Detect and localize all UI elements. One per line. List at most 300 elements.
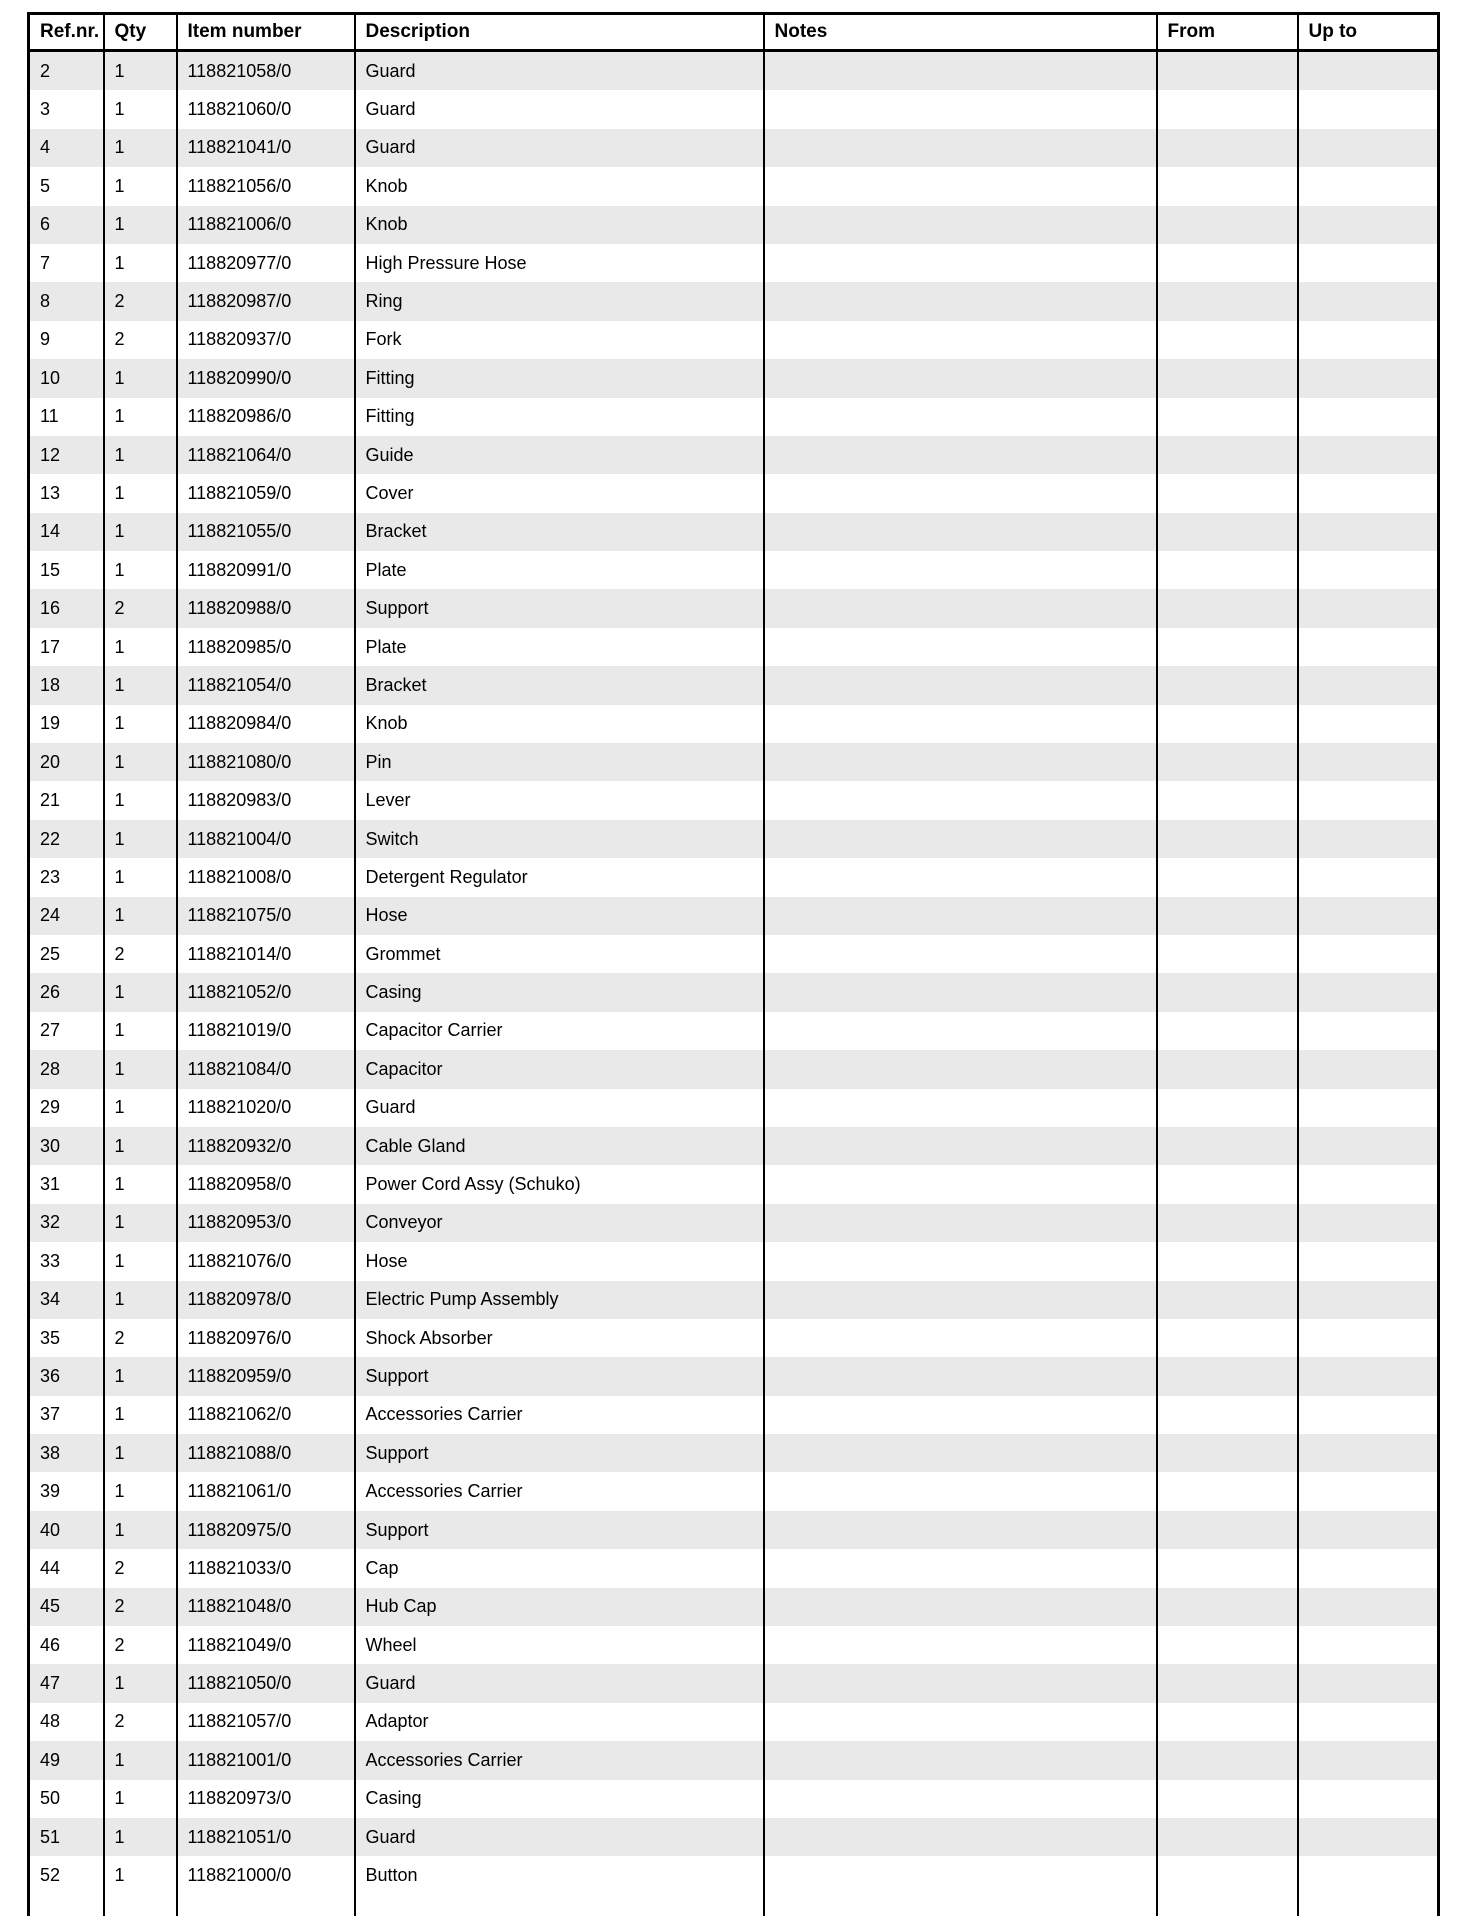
cell-item: 118820990/0 [177, 359, 355, 397]
cell-from [1157, 129, 1298, 167]
cell-upto [1298, 1319, 1439, 1357]
table-row [29, 1165, 1439, 1203]
cell-desc: Cap [355, 1549, 764, 1587]
cell-desc: Fork [355, 321, 764, 359]
cell-ref: 39 [40, 1481, 61, 1502]
cell-qty: 1 [104, 1050, 177, 1088]
cell-upto [1298, 1818, 1439, 1856]
table-row [29, 628, 1439, 666]
cell-upto [1298, 206, 1439, 244]
cell-qty: 1 [104, 1281, 177, 1319]
cell-desc: Support [355, 1434, 764, 1472]
cell-qty: 2 [104, 1319, 177, 1357]
cell-from [1157, 935, 1298, 973]
cell-upto [1298, 973, 1439, 1011]
cell-qty: 1 [104, 1204, 177, 1242]
cell-from [1157, 589, 1298, 627]
cell-ref: 13 [40, 482, 61, 503]
cell-qty: 1 [104, 1127, 177, 1165]
cell-from [1157, 1703, 1298, 1741]
cell-desc: Plate [355, 628, 764, 666]
column-header-description: Description [355, 14, 764, 51]
cell-item: 118820983/0 [177, 781, 355, 819]
cell-notes [764, 90, 1157, 128]
cell-desc: Support [355, 589, 764, 627]
cell-qty: 1 [104, 398, 177, 436]
cell-ref: 8 [29, 282, 104, 320]
cell-notes [764, 628, 1157, 666]
cell-item: 118820986/0 [177, 398, 355, 436]
cell-notes [764, 743, 1157, 781]
cell-qty: 1 [104, 628, 177, 666]
table-row [29, 282, 1439, 320]
table-row [29, 90, 1439, 128]
cell-ref: 48 [40, 1711, 61, 1732]
table-empty-trailing-row [29, 1895, 1439, 1916]
cell-empty [29, 1895, 104, 1916]
cell-qty: 2 [104, 1588, 177, 1626]
cell-desc: Guard [355, 51, 764, 91]
cell-notes [764, 244, 1157, 282]
cell-notes [764, 1818, 1157, 1856]
cell-item: 118820976/0 [177, 1319, 355, 1357]
cell-qty: 1 [104, 1472, 177, 1510]
cell-qty: 1 [104, 1242, 177, 1280]
cell-notes [764, 1626, 1157, 1664]
cell-notes [764, 973, 1157, 1011]
cell-upto [1298, 1127, 1439, 1165]
cell-ref: 23 [40, 866, 61, 887]
cell-desc: Accessories Carrier [355, 1741, 764, 1779]
cell-upto [1298, 1703, 1439, 1741]
cell-item: 118820975/0 [177, 1511, 355, 1549]
cell-item: 118821001/0 [177, 1741, 355, 1779]
cell-notes [764, 781, 1157, 819]
cell-item: 118821055/0 [177, 513, 355, 551]
table-row [29, 781, 1439, 819]
cell-from [1157, 820, 1298, 858]
cell-qty: 1 [104, 1780, 177, 1818]
cell-item: 118821060/0 [177, 90, 355, 128]
cell-item: 118821033/0 [177, 1549, 355, 1587]
cell-notes [764, 1281, 1157, 1319]
cell-upto [1298, 781, 1439, 819]
cell-notes [764, 935, 1157, 973]
cell-desc: Grommet [355, 935, 764, 973]
cell-desc: Guard [355, 90, 764, 128]
cell-desc: Guard [355, 129, 764, 167]
cell-item: 118820977/0 [177, 244, 355, 282]
cell-desc: Bracket [355, 513, 764, 551]
cell-upto [1298, 1626, 1439, 1664]
cell-desc: Cable Gland [355, 1127, 764, 1165]
cell-notes [764, 897, 1157, 935]
cell-empty [1298, 1895, 1439, 1916]
cell-notes [764, 1549, 1157, 1587]
cell-upto [1298, 51, 1439, 91]
cell-qty: 1 [104, 436, 177, 474]
cell-empty [104, 1895, 177, 1916]
cell-from [1157, 1626, 1298, 1664]
cell-notes [764, 474, 1157, 512]
cell-upto [1298, 129, 1439, 167]
cell-qty: 1 [104, 1664, 177, 1702]
cell-ref: 4 [29, 129, 104, 167]
cell-qty: 1 [104, 90, 177, 128]
cell-upto [1298, 1050, 1439, 1088]
table-row [29, 973, 1439, 1011]
cell-from [1157, 1511, 1298, 1549]
cell-item: 118821064/0 [177, 436, 355, 474]
cell-from [1157, 244, 1298, 282]
table-row [29, 897, 1439, 935]
cell-qty: 1 [104, 743, 177, 781]
cell-qty: 2 [104, 1703, 177, 1741]
cell-upto [1298, 935, 1439, 973]
cell-item: 118821054/0 [177, 666, 355, 704]
cell-upto [1298, 513, 1439, 551]
cell-ref: 17 [40, 636, 61, 657]
cell-qty: 1 [104, 1511, 177, 1549]
cell-ref: 29 [40, 1097, 61, 1118]
cell-qty: 1 [104, 1856, 177, 1894]
cell-upto [1298, 244, 1439, 282]
cell-desc: Lever [355, 781, 764, 819]
cell-item: 118820958/0 [177, 1165, 355, 1203]
cell-desc: Wheel [355, 1626, 764, 1664]
cell-upto [1298, 666, 1439, 704]
table-row [29, 1396, 1439, 1434]
cell-item: 118821048/0 [177, 1588, 355, 1626]
cell-qty: 1 [104, 1818, 177, 1856]
cell-item: 118821058/0 [177, 51, 355, 91]
cell-desc: High Pressure Hose [355, 244, 764, 282]
table-row [29, 244, 1439, 282]
cell-upto [1298, 90, 1439, 128]
column-header-qty: Qty [104, 14, 177, 51]
cell-item: 118820932/0 [177, 1127, 355, 1165]
column-header-from: From [1157, 14, 1298, 51]
cell-notes [764, 206, 1157, 244]
cell-item: 118820988/0 [177, 589, 355, 627]
cell-notes [764, 1780, 1157, 1818]
cell-from [1157, 1818, 1298, 1856]
table-row [29, 1089, 1439, 1127]
cell-item: 118820984/0 [177, 705, 355, 743]
cell-upto [1298, 1012, 1439, 1050]
cell-notes [764, 1511, 1157, 1549]
cell-item: 118821000/0 [177, 1856, 355, 1894]
cell-desc: Button [355, 1856, 764, 1894]
cell-upto [1298, 1242, 1439, 1280]
cell-ref: 18 [29, 666, 104, 704]
cell-from [1157, 858, 1298, 896]
cell-ref: 40 [29, 1511, 104, 1549]
cell-qty: 1 [104, 858, 177, 896]
cell-empty [764, 1895, 1157, 1916]
cell-empty [177, 1895, 355, 1916]
cell-item: 118821019/0 [177, 1012, 355, 1050]
table-row [29, 820, 1439, 858]
table-row [29, 589, 1439, 627]
cell-item: 118821014/0 [177, 935, 355, 973]
table-row [29, 1281, 1439, 1319]
cell-upto [1298, 1396, 1439, 1434]
table-row [29, 743, 1439, 781]
cell-notes [764, 666, 1157, 704]
cell-upto [1298, 1281, 1439, 1319]
cell-from [1157, 1050, 1298, 1088]
cell-qty: 2 [104, 321, 177, 359]
cell-ref: 6 [29, 206, 104, 244]
cell-from [1157, 1588, 1298, 1626]
cell-ref: 2 [29, 51, 104, 91]
cell-qty: 2 [104, 589, 177, 627]
cell-qty: 1 [104, 1741, 177, 1779]
cell-desc: Guard [355, 1818, 764, 1856]
cell-qty: 1 [104, 167, 177, 205]
cell-qty: 1 [104, 1396, 177, 1434]
table-row [29, 1242, 1439, 1280]
cell-notes [764, 1012, 1157, 1050]
cell-from [1157, 973, 1298, 1011]
cell-upto [1298, 628, 1439, 666]
cell-item: 118821008/0 [177, 858, 355, 896]
cell-ref: 11 [40, 406, 59, 427]
cell-item: 118820953/0 [177, 1204, 355, 1242]
cell-desc: Casing [355, 1780, 764, 1818]
cell-ref: 9 [40, 329, 51, 350]
cell-ref: 20 [29, 743, 104, 781]
cell-notes [764, 1165, 1157, 1203]
cell-upto [1298, 1549, 1439, 1587]
table-row [29, 206, 1439, 244]
cell-notes [764, 1127, 1157, 1165]
table-row [29, 1511, 1439, 1549]
cell-desc: Knob [355, 206, 764, 244]
cell-from [1157, 1434, 1298, 1472]
table-row [29, 1319, 1439, 1357]
cell-upto [1298, 321, 1439, 359]
cell-desc: Hose [355, 897, 764, 935]
cell-desc: Fitting [355, 398, 764, 436]
cell-notes [764, 129, 1157, 167]
cell-notes [764, 167, 1157, 205]
table-row [29, 359, 1439, 397]
cell-upto [1298, 1204, 1439, 1242]
cell-ref: 25 [40, 943, 61, 964]
table-body [29, 51, 1439, 1895]
column-header-item-number: Item number [177, 14, 355, 51]
cell-from [1157, 1281, 1298, 1319]
cell-ref: 46 [40, 1634, 61, 1655]
cell-item: 118821050/0 [177, 1664, 355, 1702]
cell-ref: 36 [29, 1357, 104, 1395]
cell-from [1157, 474, 1298, 512]
cell-from [1157, 705, 1298, 743]
table-row [29, 1472, 1439, 1510]
cell-qty: 1 [104, 513, 177, 551]
cell-upto [1298, 1588, 1439, 1626]
cell-desc: Shock Absorber [355, 1319, 764, 1357]
cell-ref: 32 [29, 1204, 104, 1242]
cell-qty: 1 [104, 129, 177, 167]
cell-ref: 31 [40, 1174, 61, 1195]
cell-notes [764, 1357, 1157, 1395]
cell-notes [764, 1741, 1157, 1779]
table-row [29, 1549, 1439, 1587]
cell-upto [1298, 1856, 1439, 1894]
cell-upto [1298, 1780, 1439, 1818]
cell-from [1157, 90, 1298, 128]
cell-qty: 2 [104, 282, 177, 320]
cell-desc: Accessories Carrier [355, 1472, 764, 1510]
cell-desc: Hub Cap [355, 1588, 764, 1626]
cell-ref: 10 [29, 359, 104, 397]
cell-upto [1298, 1664, 1439, 1702]
cell-notes [764, 359, 1157, 397]
cell-item: 118821052/0 [177, 973, 355, 1011]
cell-item: 118821059/0 [177, 474, 355, 512]
table-row [29, 1357, 1439, 1395]
cell-item: 118820959/0 [177, 1357, 355, 1395]
table-row [29, 1741, 1439, 1779]
cell-desc: Conveyor [355, 1204, 764, 1242]
cell-from [1157, 436, 1298, 474]
cell-qty: 1 [104, 1089, 177, 1127]
cell-item: 118821088/0 [177, 1434, 355, 1472]
cell-item: 118820987/0 [177, 282, 355, 320]
table-row [29, 935, 1439, 973]
cell-from [1157, 1396, 1298, 1434]
cell-notes [764, 705, 1157, 743]
cell-notes [764, 820, 1157, 858]
cell-desc: Ring [355, 282, 764, 320]
table-row [29, 436, 1439, 474]
cell-from [1157, 781, 1298, 819]
cell-notes [764, 1856, 1157, 1894]
cell-qty: 1 [104, 244, 177, 282]
table-row [29, 1434, 1439, 1472]
cell-ref: 14 [29, 513, 104, 551]
cell-ref: 50 [40, 1788, 61, 1809]
table-row [29, 1204, 1439, 1242]
cell-from [1157, 1741, 1298, 1779]
cell-desc: Pin [355, 743, 764, 781]
cell-ref: 15 [40, 559, 61, 580]
cell-upto [1298, 167, 1439, 205]
cell-qty: 1 [104, 1165, 177, 1203]
cell-desc: Plate [355, 551, 764, 589]
cell-desc: Capacitor [355, 1050, 764, 1088]
cell-from [1157, 167, 1298, 205]
cell-desc: Accessories Carrier [355, 1396, 764, 1434]
cell-upto [1298, 743, 1439, 781]
cell-upto [1298, 1511, 1439, 1549]
cell-ref: 26 [29, 973, 104, 1011]
cell-notes [764, 1588, 1157, 1626]
cell-ref: 27 [40, 1020, 61, 1041]
cell-upto [1298, 1741, 1439, 1779]
column-header-notes: Notes [764, 14, 1157, 51]
table-row [29, 1626, 1439, 1664]
cell-item: 118821062/0 [177, 1396, 355, 1434]
cell-qty: 1 [104, 51, 177, 91]
cell-empty [1157, 1895, 1298, 1916]
cell-from [1157, 398, 1298, 436]
cell-item: 118820985/0 [177, 628, 355, 666]
cell-qty: 1 [104, 666, 177, 704]
cell-ref: 7 [40, 252, 51, 273]
cell-item: 118821061/0 [177, 1472, 355, 1510]
column-header-ref-nr: Ref.nr. [29, 14, 104, 51]
cell-item: 118821075/0 [177, 897, 355, 935]
cell-upto [1298, 1434, 1439, 1472]
cell-desc: Hose [355, 1242, 764, 1280]
cell-ref: 44 [40, 1557, 61, 1578]
cell-from [1157, 897, 1298, 935]
cell-ref: 49 [29, 1741, 104, 1779]
cell-from [1157, 1165, 1298, 1203]
cell-notes [764, 436, 1157, 474]
cell-item: 118821057/0 [177, 1703, 355, 1741]
table-row [29, 1050, 1439, 1088]
cell-desc: Switch [355, 820, 764, 858]
table-row [29, 1012, 1439, 1050]
table-row [29, 666, 1439, 704]
cell-from [1157, 1780, 1298, 1818]
cell-ref: 5 [40, 175, 51, 196]
cell-ref: 35 [40, 1327, 61, 1348]
cell-item: 118820991/0 [177, 551, 355, 589]
table-row [29, 1664, 1439, 1702]
cell-qty: 2 [104, 1549, 177, 1587]
cell-from [1157, 666, 1298, 704]
cell-qty: 1 [104, 206, 177, 244]
cell-notes [764, 1434, 1157, 1472]
cell-qty: 1 [104, 1434, 177, 1472]
cell-upto [1298, 858, 1439, 896]
cell-qty: 1 [104, 973, 177, 1011]
parts-table [27, 12, 1440, 1916]
cell-upto [1298, 705, 1439, 743]
cell-notes [764, 51, 1157, 91]
cell-ref: 30 [29, 1127, 104, 1165]
cell-qty: 1 [104, 781, 177, 819]
cell-item: 118820978/0 [177, 1281, 355, 1319]
cell-qty: 1 [104, 1357, 177, 1395]
cell-desc: Casing [355, 973, 764, 1011]
cell-notes [764, 1664, 1157, 1702]
cell-ref: 38 [29, 1434, 104, 1472]
cell-qty: 1 [104, 1012, 177, 1050]
table-row [29, 705, 1439, 743]
cell-notes [764, 282, 1157, 320]
cell-from [1157, 1012, 1298, 1050]
cell-item: 118821080/0 [177, 743, 355, 781]
cell-notes [764, 513, 1157, 551]
cell-from [1157, 1127, 1298, 1165]
cell-upto [1298, 1089, 1439, 1127]
cell-notes [764, 321, 1157, 359]
cell-upto [1298, 1472, 1439, 1510]
table-header-row [29, 14, 1439, 51]
cell-from [1157, 359, 1298, 397]
cell-item: 118821056/0 [177, 167, 355, 205]
cell-from [1157, 206, 1298, 244]
cell-item: 118821051/0 [177, 1818, 355, 1856]
cell-desc: Detergent Regulator [355, 858, 764, 896]
